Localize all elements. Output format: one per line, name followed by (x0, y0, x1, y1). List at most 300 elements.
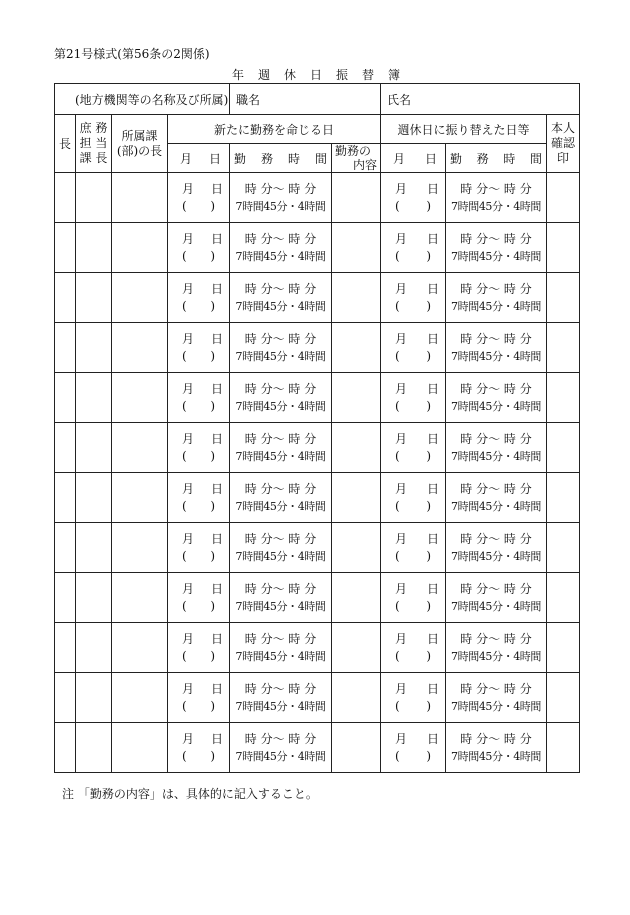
job-title-cell[interactable] (230, 84, 381, 115)
sub-hours-cell[interactable] (446, 673, 547, 723)
new-work-day-header (168, 115, 381, 144)
month-text: 月 (395, 631, 408, 646)
time-range-text: 時 分～ 時 分 (244, 281, 317, 296)
duty-content-cell[interactable] (332, 423, 381, 473)
sub-date-cell[interactable] (381, 623, 446, 673)
month-text: 月 (182, 281, 195, 296)
day-text: 日 (427, 331, 440, 346)
shozoku-seal-cell[interactable] (112, 623, 168, 673)
shomu-header (76, 115, 112, 173)
time-range-text: 時 分～ 時 分 (460, 331, 532, 346)
new-hours-cell[interactable] (230, 223, 332, 273)
hours-option-text: 7時間45分・4時間 (235, 699, 326, 713)
sub-date-cell[interactable] (381, 573, 446, 623)
shozoku-seal-cell[interactable] (112, 573, 168, 623)
month-text: 月 (395, 581, 408, 596)
new-hours-cell[interactable] (230, 523, 332, 573)
hours-option-text: 7時間45分・4時間 (235, 499, 326, 513)
org-row (55, 84, 580, 115)
paren-open: ( (395, 748, 400, 763)
day-text: 日 (210, 231, 223, 246)
new-date-cell[interactable] (168, 673, 230, 723)
time-range-text: 時 分～ 時 分 (244, 181, 317, 196)
month-text: 月 (182, 481, 195, 496)
new-hours-cell[interactable] (230, 373, 332, 423)
day-text: 日 (210, 631, 223, 646)
month-text: 月 (395, 431, 408, 446)
shozoku-seal-cell[interactable] (112, 173, 168, 223)
month-text: 月 (395, 231, 408, 246)
shomu-seal-cell[interactable] (76, 723, 112, 773)
duty-content-cell[interactable] (332, 373, 381, 423)
paren-open: ( (182, 448, 187, 463)
paren-close: ) (426, 348, 432, 363)
sub-date-cell[interactable] (381, 173, 446, 223)
hours-option-text: 7時間45分・4時間 (451, 299, 542, 313)
table-row (55, 223, 580, 273)
sub-hours-cell[interactable] (446, 323, 547, 373)
month-text: 月 (395, 331, 408, 346)
time-range-text: 時 分～ 時 分 (244, 631, 317, 646)
table-row (55, 623, 580, 673)
shomu-seal-cell[interactable] (76, 673, 112, 723)
paren-open: ( (395, 498, 400, 513)
duty-content-cell[interactable] (332, 723, 381, 773)
day-text: 日 (427, 581, 440, 596)
paren-open: ( (395, 448, 400, 463)
shozoku-seal-cell[interactable] (112, 373, 168, 423)
form-number: 第21号様式(第56条の2関係) (54, 47, 210, 61)
confirm-seal-cell[interactable] (547, 323, 580, 373)
sub-hours-char-4: 間 (529, 151, 542, 166)
month-text: 月 (395, 681, 408, 696)
sub-hours-header (446, 144, 547, 173)
paren-close: ) (426, 548, 432, 563)
new-hours-cell[interactable] (230, 573, 332, 623)
day-text: 日 (427, 281, 440, 296)
day-text: 日 (210, 681, 223, 696)
shozoku-seal-cell[interactable] (112, 423, 168, 473)
new-date-cell[interactable] (168, 473, 230, 523)
paren-open: ( (182, 248, 187, 263)
hours-char-2: 務 (260, 151, 273, 166)
sub-hours-cell[interactable] (446, 173, 547, 223)
hours-option-text: 7時間45分・4時間 (235, 599, 326, 613)
sub-month-day-header (381, 144, 446, 173)
hours-option-text: 7時間45分・4時間 (235, 249, 326, 263)
time-range-text: 時 分～ 時 分 (244, 331, 317, 346)
new-work-day-label: 新たに勤務を命じる日 (214, 122, 335, 137)
table-row (55, 273, 580, 323)
confirm-seal-cell[interactable] (547, 223, 580, 273)
shozoku-seal-cell[interactable] (112, 723, 168, 773)
hours-option-text: 7時間45分・4時間 (451, 599, 542, 613)
new-hours-cell[interactable] (230, 423, 332, 473)
day-text: 日 (427, 431, 440, 446)
time-range-text: 時 分～ 時 分 (460, 731, 532, 746)
paren-open: ( (395, 298, 400, 313)
hours-option-text: 7時間45分・4時間 (235, 449, 326, 463)
day-text: 日 (210, 531, 223, 546)
paren-open: ( (182, 398, 187, 413)
cho-seal-cell[interactable] (55, 223, 76, 273)
sub-hours-cell[interactable] (446, 273, 547, 323)
shozoku-header (112, 115, 168, 173)
paren-close: ) (210, 698, 215, 713)
new-hours-header (230, 144, 332, 173)
month-text: 月 (182, 681, 195, 696)
new-date-cell[interactable] (168, 323, 230, 373)
shozoku-seal-cell[interactable] (112, 223, 168, 273)
cho-seal-cell[interactable] (55, 423, 76, 473)
time-range-text: 時 分～ 時 分 (244, 231, 317, 246)
shozoku-seal-cell[interactable] (112, 323, 168, 373)
cho-seal-cell[interactable] (55, 673, 76, 723)
shozoku-seal-cell[interactable] (112, 673, 168, 723)
month-text: 月 (395, 281, 408, 296)
sub-date-cell[interactable] (381, 423, 446, 473)
cho-label: 長 (58, 137, 71, 151)
new-date-cell[interactable] (168, 223, 230, 273)
day-text: 日 (210, 331, 223, 346)
time-range-text: 時 分～ 時 分 (460, 681, 532, 696)
paren-close: ) (210, 398, 215, 413)
time-range-text: 時 分～ 時 分 (460, 481, 532, 496)
sub-date-cell[interactable] (381, 723, 446, 773)
sub-date-cell[interactable] (381, 523, 446, 573)
duty-content-cell[interactable] (332, 623, 381, 673)
duty-content-header (332, 144, 381, 173)
time-range-text: 時 分～ 時 分 (244, 431, 317, 446)
day-text: 日 (210, 581, 223, 596)
month-text: 月 (182, 381, 195, 396)
paren-open: ( (182, 348, 187, 363)
month-text: 月 (182, 431, 195, 446)
sub-hours-char-1: 勤 (450, 151, 463, 166)
new-hours-cell[interactable] (230, 173, 332, 223)
confirm-line-3: 印 (557, 151, 570, 165)
confirm-seal-cell[interactable] (547, 273, 580, 323)
day-text: 日 (210, 731, 223, 746)
table-row (55, 323, 580, 373)
new-date-cell[interactable] (168, 373, 230, 423)
day-text: 日 (210, 281, 223, 296)
cho-seal-cell[interactable] (55, 173, 76, 223)
table-row (55, 473, 580, 523)
confirm-seal-cell[interactable] (547, 723, 580, 773)
substitution-ledger-table (54, 83, 580, 773)
paren-open: ( (395, 348, 400, 363)
hours-option-text: 7時間45分・4時間 (451, 549, 542, 563)
time-range-text: 時 分～ 時 分 (244, 681, 317, 696)
hours-char-4: 間 (314, 151, 327, 166)
hours-option-text: 7時間45分・4時間 (451, 349, 542, 363)
time-range-text: 時 分～ 時 分 (460, 581, 532, 596)
confirm-seal-cell[interactable] (547, 473, 580, 523)
sub-date-cell[interactable] (381, 223, 446, 273)
hours-option-text: 7時間45分・4時間 (235, 649, 326, 663)
confirm-seal-cell[interactable] (547, 173, 580, 223)
sub-date-cell[interactable] (381, 673, 446, 723)
sub-date-cell[interactable] (381, 373, 446, 423)
new-day-label: 日 (208, 151, 221, 166)
cho-seal-cell[interactable] (55, 723, 76, 773)
time-range-text: 時 分～ 時 分 (460, 431, 532, 446)
shomu-seal-cell[interactable] (76, 473, 112, 523)
sub-month-label: 月 (393, 151, 406, 166)
paren-close: ) (426, 698, 432, 713)
sub-hours-cell[interactable] (446, 573, 547, 623)
month-text: 月 (182, 631, 195, 646)
name-label: 氏名 (387, 92, 412, 107)
cho-seal-cell[interactable] (55, 323, 76, 373)
substitute-day-header (381, 115, 547, 144)
sub-hours-cell[interactable] (446, 623, 547, 673)
paren-close: ) (210, 598, 215, 613)
month-text: 月 (182, 181, 195, 196)
cho-seal-cell[interactable] (55, 273, 76, 323)
paren-open: ( (182, 698, 187, 713)
sub-hours-cell[interactable] (446, 423, 547, 473)
sub-date-cell[interactable] (381, 473, 446, 523)
hours-option-text: 7時間45分・4時間 (451, 649, 542, 663)
document-title: 年週休日振替簿 (231, 68, 414, 82)
paren-close: ) (210, 298, 215, 313)
shomu-seal-cell[interactable] (76, 623, 112, 673)
job-title-label: 職名 (236, 92, 261, 107)
day-text: 日 (427, 181, 440, 196)
time-range-text: 時 分～ 時 分 (244, 581, 317, 596)
duty-content-cell[interactable] (332, 573, 381, 623)
time-range-text: 時 分～ 時 分 (460, 631, 532, 646)
org-label-cell (55, 84, 230, 115)
hours-char-1: 勤 (234, 151, 247, 166)
paren-close: ) (210, 198, 215, 213)
hours-option-text: 7時間45分・4時間 (451, 199, 542, 213)
paren-close: ) (426, 648, 432, 663)
shomu-seal-cell[interactable] (76, 523, 112, 573)
sub-hours-char-3: 時 (503, 151, 516, 166)
paren-open: ( (182, 498, 187, 513)
month-text: 月 (395, 481, 408, 496)
hours-option-text: 7時間45分・4時間 (235, 749, 326, 763)
paren-close: ) (210, 448, 215, 463)
hours-char-3: 時 (287, 151, 300, 166)
paren-open: ( (395, 548, 400, 563)
paren-close: ) (426, 598, 432, 613)
day-text: 日 (210, 181, 223, 196)
shozoku-line-1: 所属課 (121, 128, 158, 143)
shomu-seal-cell[interactable] (76, 173, 112, 223)
hours-option-text: 7時間45分・4時間 (451, 699, 542, 713)
paren-close: ) (426, 398, 432, 413)
sub-hours-cell[interactable] (446, 473, 547, 523)
confirm-seal-cell[interactable] (547, 623, 580, 673)
new-date-cell[interactable] (168, 273, 230, 323)
hours-option-text: 7時間45分・4時間 (235, 199, 326, 213)
shozoku-seal-cell[interactable] (112, 273, 168, 323)
paren-close: ) (426, 198, 432, 213)
paren-open: ( (395, 598, 400, 613)
shozoku-line-2: (部)の長 (116, 143, 163, 158)
header-row-1 (55, 115, 580, 144)
month-text: 月 (182, 231, 195, 246)
shozoku-seal-cell[interactable] (112, 523, 168, 573)
hours-option-text: 7時間45分・4時間 (451, 499, 542, 513)
duty-content-cell[interactable] (332, 223, 381, 273)
paren-open: ( (182, 298, 187, 313)
table-row (55, 673, 580, 723)
confirm-seal-cell[interactable] (547, 573, 580, 623)
time-range-text: 時 分～ 時 分 (460, 181, 532, 196)
paren-open: ( (182, 748, 187, 763)
new-hours-cell[interactable] (230, 623, 332, 673)
day-text: 日 (210, 431, 223, 446)
new-hours-cell[interactable] (230, 723, 332, 773)
hours-option-text: 7時間45分・4時間 (451, 249, 542, 263)
new-hours-cell[interactable] (230, 323, 332, 373)
confirm-line-2: 確認 (551, 136, 576, 150)
hours-option-text: 7時間45分・4時間 (235, 399, 326, 413)
time-range-text: 時 分～ 時 分 (244, 731, 317, 746)
sub-hours-char-2: 務 (476, 151, 489, 166)
time-range-text: 時 分～ 時 分 (460, 531, 532, 546)
cho-seal-cell[interactable] (55, 623, 76, 673)
new-hours-cell[interactable] (230, 473, 332, 523)
duty-content-cell[interactable] (332, 173, 381, 223)
paren-close: ) (210, 348, 215, 363)
day-text: 日 (427, 681, 440, 696)
table-row (55, 423, 580, 473)
paren-close: ) (210, 748, 215, 763)
paren-close: ) (426, 298, 432, 313)
time-range-text: 時 分～ 時 分 (244, 381, 317, 396)
hours-option-text: 7時間45分・4時間 (235, 549, 326, 563)
month-text: 月 (395, 381, 408, 396)
day-text: 日 (210, 481, 223, 496)
day-text: 日 (210, 381, 223, 396)
confirm-header (547, 115, 580, 173)
confirm-seal-cell[interactable] (547, 523, 580, 573)
paren-close: ) (426, 498, 432, 513)
cho-seal-cell[interactable] (55, 473, 76, 523)
new-date-cell[interactable] (168, 423, 230, 473)
new-date-cell[interactable] (168, 573, 230, 623)
new-hours-cell[interactable] (230, 273, 332, 323)
cho-seal-cell[interactable] (55, 573, 76, 623)
sub-date-cell[interactable] (381, 323, 446, 373)
paren-close: ) (210, 648, 215, 663)
paren-open: ( (395, 248, 400, 263)
time-range-text: 時 分～ 時 分 (244, 531, 317, 546)
shomu-seal-cell[interactable] (76, 323, 112, 373)
table-row (55, 523, 580, 573)
duty-line-2: 内容 (353, 158, 378, 172)
paren-open: ( (182, 598, 187, 613)
paren-close: ) (210, 498, 215, 513)
shomu-seal-cell[interactable] (76, 423, 112, 473)
sub-hours-cell[interactable] (446, 373, 547, 423)
month-text: 月 (395, 731, 408, 746)
duty-content-cell[interactable] (332, 273, 381, 323)
month-text: 月 (182, 581, 195, 596)
shomu-seal-cell[interactable] (76, 223, 112, 273)
name-cell[interactable] (381, 84, 580, 115)
table-row (55, 373, 580, 423)
duty-content-cell[interactable] (332, 323, 381, 373)
paren-open: ( (395, 198, 400, 213)
paren-close: ) (426, 748, 432, 763)
paren-open: ( (182, 548, 187, 563)
new-date-cell[interactable] (168, 723, 230, 773)
month-text: 月 (182, 331, 195, 346)
org-label: (地方機関等の名称及び所属) (75, 92, 229, 107)
day-text: 日 (427, 381, 440, 396)
duty-content-cell[interactable] (332, 473, 381, 523)
shomu-line-1: 庶 務 (79, 121, 108, 135)
new-date-cell[interactable] (168, 173, 230, 223)
cho-seal-cell[interactable] (55, 523, 76, 573)
duty-content-cell[interactable] (332, 673, 381, 723)
new-month-label: 月 (180, 151, 193, 166)
paren-open: ( (395, 698, 400, 713)
hours-option-text: 7時間45分・4時間 (235, 349, 326, 363)
paren-open: ( (182, 198, 187, 213)
sub-hours-cell[interactable] (446, 523, 547, 573)
day-text: 日 (427, 481, 440, 496)
month-text: 月 (395, 531, 408, 546)
shomu-seal-cell[interactable] (76, 273, 112, 323)
hours-option-text: 7時間45分・4時間 (451, 749, 542, 763)
time-range-text: 時 分～ 時 分 (460, 231, 532, 246)
month-text: 月 (182, 731, 195, 746)
hours-option-text: 7時間45分・4時間 (235, 299, 326, 313)
paren-open: ( (182, 648, 187, 663)
confirm-seal-cell[interactable] (547, 673, 580, 723)
time-range-text: 時 分～ 時 分 (460, 281, 532, 296)
shozoku-seal-cell[interactable] (112, 473, 168, 523)
table-row (55, 723, 580, 773)
new-date-cell[interactable] (168, 523, 230, 573)
confirm-seal-cell[interactable] (547, 423, 580, 473)
shomu-seal-cell[interactable] (76, 373, 112, 423)
hours-option-text: 7時間45分・4時間 (451, 399, 542, 413)
cho-header (55, 115, 76, 173)
cho-seal-cell[interactable] (55, 373, 76, 423)
sub-hours-cell[interactable] (446, 723, 547, 773)
new-month-day-header (168, 144, 230, 173)
hours-option-text: 7時間45分・4時間 (451, 449, 542, 463)
duty-content-cell[interactable] (332, 523, 381, 573)
shomu-line-2: 担 当 (79, 136, 108, 150)
new-hours-cell[interactable] (230, 673, 332, 723)
paren-close: ) (426, 248, 432, 263)
shomu-seal-cell[interactable] (76, 573, 112, 623)
paren-close: ) (210, 248, 215, 263)
paren-open: ( (395, 648, 400, 663)
confirm-seal-cell[interactable] (547, 373, 580, 423)
table-row (55, 173, 580, 223)
confirm-line-1: 本人 (551, 121, 576, 135)
new-date-cell[interactable] (168, 623, 230, 673)
shomu-line-3: 課 長 (79, 151, 108, 165)
day-text: 日 (427, 631, 440, 646)
day-text: 日 (427, 731, 440, 746)
sub-date-cell[interactable] (381, 273, 446, 323)
day-text: 日 (427, 231, 440, 246)
paren-close: ) (210, 548, 215, 563)
sub-hours-cell[interactable] (446, 223, 547, 273)
